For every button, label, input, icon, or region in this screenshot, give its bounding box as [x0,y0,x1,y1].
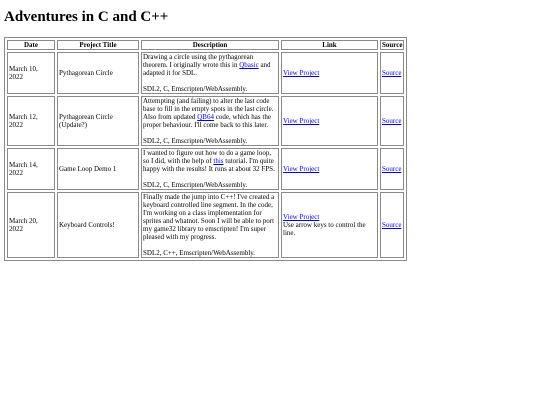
table-header-row [7,40,404,50]
row-title: Keyboard Controls! [57,192,139,258]
row-link [281,52,378,94]
spacer [143,241,277,249]
header-date: Date [7,40,55,50]
table-row [7,148,404,190]
row-date: March 20, 2022 [7,192,55,258]
view-project-link[interactable]: View Project [283,213,320,221]
source-link[interactable]: Source [382,117,402,125]
description-text: code, which has the proper behaviour. I'll come back to this later. [143,113,271,129]
link-note: Use arrow keys to control the line. [283,221,366,237]
table-row [7,192,404,258]
row-source [380,192,404,258]
page-title: Adventures in C and C++ [4,9,169,25]
header-source: Source [382,41,403,49]
tech-stack: SDL2, C++, Emscripten/WebAssembly. [143,249,256,257]
spacer [143,173,277,181]
row-link [281,192,378,258]
row-title: Game Loop Demo 1 [57,148,139,190]
view-project-link[interactable]: View Project [283,69,320,77]
source-link[interactable]: Source [382,165,402,173]
tech-stack: SDL2, C, Emscripten/WebAssembly. [143,137,248,145]
description-text: Drawing a circle using the pythagorean theorem. I originally wrote this in [143,53,254,69]
source-link[interactable]: Source [382,221,402,229]
row-source [380,96,404,146]
row-date: March 14, 2022 [7,148,55,190]
header-project-title: Project Title [57,40,139,50]
table-row [7,52,404,94]
row-description [141,52,279,94]
spacer [143,129,277,137]
header-link: Link [281,40,378,50]
row-date: March 10, 2022 [7,52,55,94]
description-link-tutorial[interactable]: this [213,157,224,165]
row-link [281,148,378,190]
description-text: Finally made the jump into C++! I've created a keyboard controlled line segment. In the code, I'm working on a class implementation for sprites and whatnot. Soon I will be able to port my game32 library to emscripten! I'm super pleased with my progress. [143,193,275,241]
view-project-link[interactable]: View Project [283,165,320,173]
tech-stack: SDL2, C, Emscripten/WebAssembly. [143,85,248,93]
row-title: Pythagorean Circle [57,52,139,94]
row-source [380,148,404,190]
row-link [281,96,378,146]
row-description [141,148,279,190]
tech-stack: SDL2, C, Emscripten/WebAssembly. [143,181,248,189]
description-text: Attempting (and failing) to alter the last code base to fill in the empty spots in the last circle. Also from updated [143,97,274,121]
projects-table [4,37,407,261]
row-description [141,96,279,146]
spacer [143,77,277,85]
description-link-qbasic[interactable]: Qbasic [239,61,259,69]
row-description [141,192,279,258]
source-link[interactable]: Source [382,69,402,77]
view-project-link[interactable]: View Project [283,117,320,125]
description-link-qb64[interactable]: QB64 [197,113,214,121]
description-text: and adapted it for SDL. [143,61,271,77]
description-text: tutorial. I'm quite happy with the results! It runs at about 32 FPS. [143,157,275,173]
row-source [380,52,404,94]
table-row [7,96,404,146]
row-title: Pythagorean Circle (Update?) [57,96,139,146]
header-description: Description [141,40,279,50]
row-date: March 12, 2022 [7,96,55,146]
description-text: I wanted to figure out how to do a game loop, so I did, with the help of [143,149,272,165]
